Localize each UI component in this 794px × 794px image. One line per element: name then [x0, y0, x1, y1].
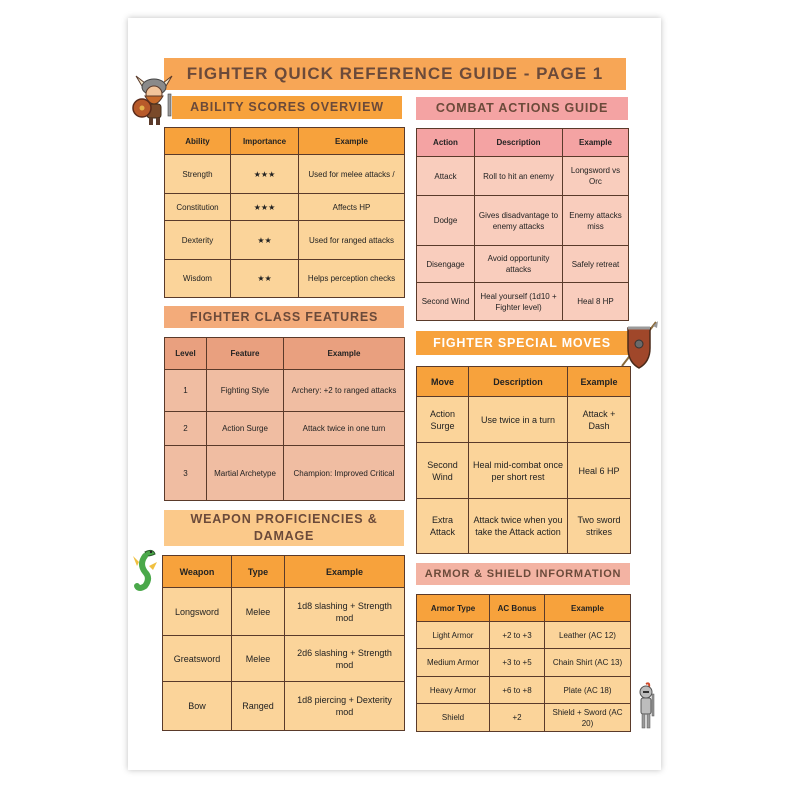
table-cell: Use twice in a turn — [469, 397, 568, 443]
table-cell: Disengage — [417, 246, 475, 283]
table-cell: Action Surge — [417, 397, 469, 443]
table-cell: Melee — [232, 636, 285, 682]
table-cell: Heal 6 HP — [568, 443, 631, 499]
table-cell: Longsword vs Orc — [563, 157, 629, 196]
ability-scores-heading: ABILITY SCORES OVERVIEW — [172, 96, 402, 119]
table-cell: Dexterity — [165, 221, 231, 260]
table-cell: Plate (AC 18) — [545, 677, 631, 704]
table-cell: Second Wind — [417, 283, 475, 321]
col-header: Feature — [207, 338, 284, 370]
combat-actions-heading: COMBAT ACTIONS GUIDE — [416, 97, 628, 120]
table-cell: Strength — [165, 155, 231, 194]
weapon-proficiencies-heading: WEAPON PROFICIENCIES & DAMAGE — [164, 510, 404, 546]
table-cell: Enemy attacks miss — [563, 196, 629, 246]
table-cell: Melee — [232, 588, 285, 636]
col-header: Armor Type — [417, 595, 490, 622]
armor-shield-heading: ARMOR & SHIELD INFORMATION — [416, 563, 630, 585]
col-header: Example — [563, 129, 629, 157]
table-cell: Martial Archetype — [207, 446, 284, 501]
table-cell: Dodge — [417, 196, 475, 246]
col-header: Level — [165, 338, 207, 370]
knight-icon — [634, 682, 660, 732]
table-cell: Avoid opportunity attacks — [475, 246, 563, 283]
table-cell: ★★★ — [231, 194, 299, 221]
table-cell: 2 — [165, 412, 207, 446]
special-moves-table — [416, 366, 631, 554]
table-cell: Wisdom — [165, 260, 231, 298]
col-header: Example — [285, 556, 405, 588]
table-cell: 3 — [165, 446, 207, 501]
col-header: Ability — [165, 128, 231, 155]
table-cell: Greatsword — [163, 636, 232, 682]
col-header: Importance — [231, 128, 299, 155]
page-title: FIGHTER QUICK REFERENCE GUIDE - PAGE 1 — [164, 58, 626, 90]
table-cell: Two sword strikes — [568, 499, 631, 554]
table-cell: Affects HP — [299, 194, 405, 221]
table-cell: Second Wind — [417, 443, 469, 499]
col-header: Example — [299, 128, 405, 155]
col-header: Type — [232, 556, 285, 588]
table-cell: Helps perception checks — [299, 260, 405, 298]
table-cell: 2d6 slashing + Strength mod — [285, 636, 405, 682]
table-cell: Action Surge — [207, 412, 284, 446]
table-cell: +2 to +3 — [490, 622, 545, 649]
table-cell: Longsword — [163, 588, 232, 636]
table-cell: ★★ — [231, 221, 299, 260]
table-cell: Chain Shirt (AC 13) — [545, 649, 631, 677]
col-header: Description — [475, 129, 563, 157]
table-cell: +3 to +5 — [490, 649, 545, 677]
combat-actions-table — [416, 128, 629, 321]
dragon-icon — [131, 546, 161, 592]
table-cell: ★★★ — [231, 155, 299, 194]
col-header: Example — [284, 338, 405, 370]
col-header: Weapon — [163, 556, 232, 588]
table-cell: Attack + Dash — [568, 397, 631, 443]
col-header: Example — [568, 367, 631, 397]
col-header: Action — [417, 129, 475, 157]
special-moves-heading: FIGHTER SPECIAL MOVES — [416, 331, 628, 355]
table-cell: +6 to +8 — [490, 677, 545, 704]
table-cell: Bow — [163, 682, 232, 731]
table-cell: Gives disadvantage to enemy attacks — [475, 196, 563, 246]
table-cell: Constitution — [165, 194, 231, 221]
weapon-proficiencies-table — [162, 555, 405, 731]
table-cell: Medium Armor — [417, 649, 490, 677]
table-cell: Ranged — [232, 682, 285, 731]
col-header: Example — [545, 595, 631, 622]
shield-spear-icon — [620, 320, 660, 370]
table-cell: Shield — [417, 704, 490, 732]
table-cell: Attack twice in one turn — [284, 412, 405, 446]
table-cell: Champion: Improved Critical — [284, 446, 405, 501]
table-cell: ★★ — [231, 260, 299, 298]
ability-scores-table — [164, 127, 405, 298]
table-cell: 1d8 piercing + Dexterity mod — [285, 682, 405, 731]
table-cell: Used for ranged attacks — [299, 221, 405, 260]
table-cell: Heal 8 HP — [563, 283, 629, 321]
table-cell: Leather (AC 12) — [545, 622, 631, 649]
table-cell: Heavy Armor — [417, 677, 490, 704]
class-features-heading: FIGHTER CLASS FEATURES — [164, 306, 404, 328]
table-cell: 1 — [165, 370, 207, 412]
table-cell: Light Armor — [417, 622, 490, 649]
table-cell: Archery: +2 to ranged attacks — [284, 370, 405, 412]
col-header: Move — [417, 367, 469, 397]
table-cell: Fighting Style — [207, 370, 284, 412]
col-header: AC Bonus — [490, 595, 545, 622]
armor-shield-table — [416, 594, 631, 732]
table-cell: Safely retreat — [563, 246, 629, 283]
table-cell: Attack twice when you take the Attack action — [469, 499, 568, 554]
table-cell: 1d8 slashing + Strength mod — [285, 588, 405, 636]
table-cell: Roll to hit an enemy — [475, 157, 563, 196]
table-cell: Extra Attack — [417, 499, 469, 554]
col-header: Description — [469, 367, 568, 397]
table-cell: +2 — [490, 704, 545, 732]
table-cell: Heal yourself (1d10 + Fighter level) — [475, 283, 563, 321]
class-features-table — [164, 337, 405, 501]
table-cell: Heal mid-combat once per short rest — [469, 443, 568, 499]
table-cell: Attack — [417, 157, 475, 196]
table-cell: Shield + Sword (AC 20) — [545, 704, 631, 732]
table-cell: Used for melee attacks / — [299, 155, 405, 194]
